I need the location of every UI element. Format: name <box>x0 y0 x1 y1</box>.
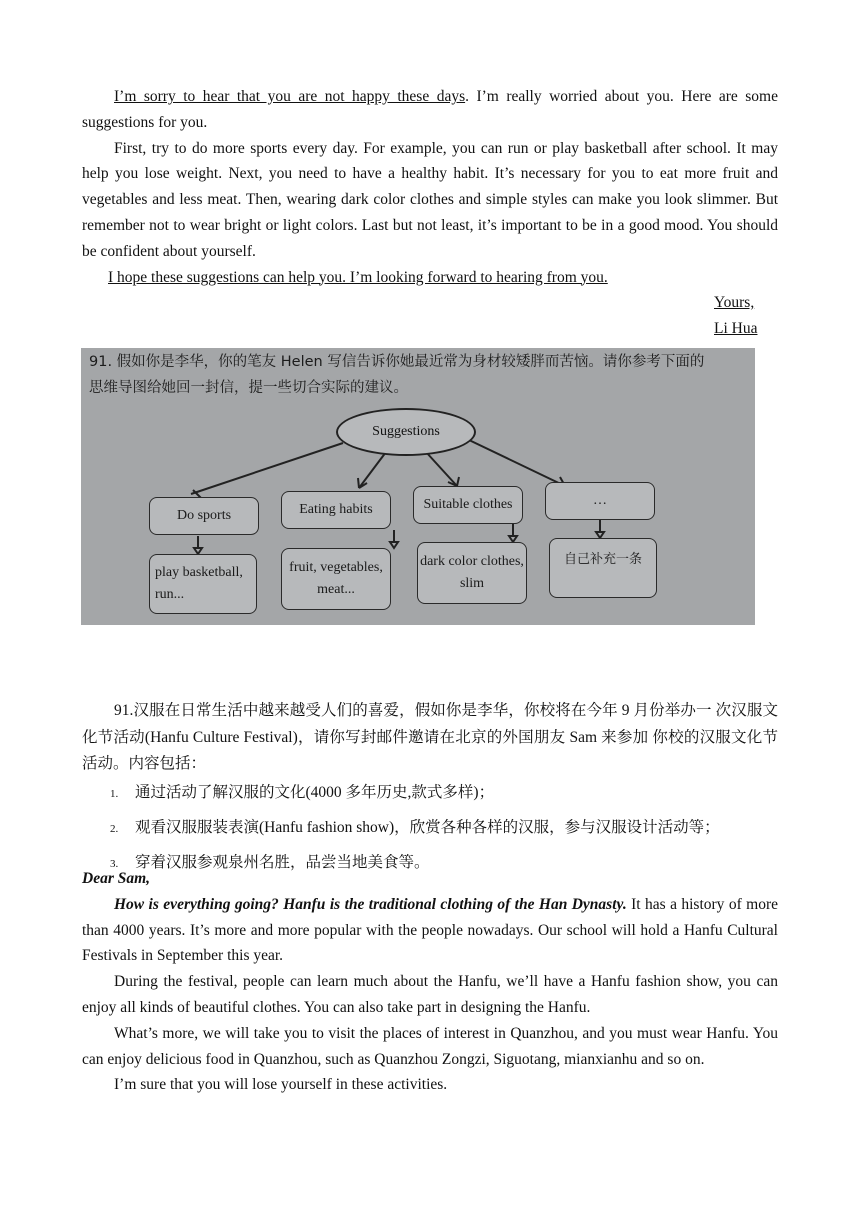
mind-map-photo <box>81 348 755 625</box>
letter-one-paragraph-1 <box>82 84 778 136</box>
do-sports-node: Do sports <box>149 497 259 535</box>
letter-one-paragraph-2: First, try to do more sports every day. For example, you can run or play basketball after school. It may help you lose weight. Next, you need to have a healthy habit. It’s necessary for you to eat more fruit and vegetables and less meat. Then, wearing dark color clothes and simple styles can make you look slimmer. But remember not to wear bright or light colors. Last but not least, it’s important to be in a good mood. You should be confident about yourself. <box>82 139 778 260</box>
eating-habits-node: Eating habits <box>281 491 391 529</box>
task-two-list <box>110 780 720 877</box>
photo-question-line-1: 91. 假如你是李华，你的笔友 Helen 写信告诉你她最近常为身材较矮胖而苦恼。请你参考下面的 <box>89 354 705 370</box>
signature-text: Li Hua <box>714 320 758 337</box>
letter-two-paragraph-1 <box>82 892 778 969</box>
letter-one-paragraph-3 <box>82 265 778 291</box>
list-item <box>110 815 720 842</box>
closing-text: Yours, <box>714 294 755 311</box>
letter-two-salutation: Dear Sam, <box>82 870 151 887</box>
letter-one-closing <box>714 290 754 316</box>
opening-rest: It has a history of more than 4000 years. It’s more and more popular with the people nowadays. Our school will hold a Hanfu Cultural Festivals in September this year. <box>82 895 779 965</box>
underlined-opening: I’m sorry to hear that you are not happy these days <box>114 88 466 105</box>
task-two-prompt <box>82 698 778 778</box>
suitable-clothes-node: Suitable clothes <box>413 486 523 524</box>
underlined-closing-line: I hope these suggestions can help you. I’m looking forward to hearing from you. <box>108 268 608 286</box>
do-sports-detail: play basketball, run... <box>149 554 257 614</box>
letter-two-paragraph-4: I’m sure that you will lose yourself in these activities. <box>114 1076 448 1094</box>
list-item <box>110 780 720 807</box>
list-item-text: 观看汉服服装表演(Hanfu fashion show)，欣赏各种各样的汉服，参与汉服设计活动等； <box>135 819 720 836</box>
list-item-text: 通过活动了解汉服的文化(4000 多年历史,款式多样)； <box>135 784 495 801</box>
photo-question-line-2: 思维导图给她回一封信，提一些切合实际的建议。 <box>89 380 408 396</box>
letter-one <box>82 84 778 290</box>
suitable-clothes-detail: dark color clothes, slim <box>417 542 527 604</box>
ellipsis-node: … <box>545 482 655 520</box>
letter-one-signature <box>714 316 757 342</box>
letter-two-paragraph-2: During the festival, people can learn much about the Hanfu, we’ll have a Hanfu fashion show, you can enjoy all kinds of beautiful clothes. You can also take part in designing the Hanfu. <box>82 973 778 1016</box>
suggestions-node: Suggestions <box>336 408 476 456</box>
self-added-detail: 自己补充一条 <box>549 538 657 598</box>
list-item-number: 1. <box>110 788 119 800</box>
task-two-intro: 91.汉服在日常生活中越来越受人们的喜爱，假如你是李华，你校将在今年 9 月份举办一 次汉服文化节活动(Hanfu Culture Festival)，请你写封邮件邀请在北京的外国朋友 Sam 来参加 你校的汉服文化节活动。内容包括： <box>82 702 778 772</box>
opening-rest: . I’m really worried about you. Here are some suggestions for you. <box>82 88 778 131</box>
letter-two <box>82 866 778 1098</box>
bold-opening: How is everything going? Hanfu is the traditional clothing of the Han Dynasty. <box>114 895 627 913</box>
list-item-text: 穿着汉服参观泉州名胜，品尝当地美食等。 <box>135 854 430 871</box>
eating-habits-detail: fruit, vegetables, meat... <box>281 548 391 610</box>
list-item-number: 2. <box>110 823 119 835</box>
list-item-number: 3. <box>110 858 119 870</box>
letter-two-paragraph-3: What’s more, we will take you to visit the places of interest in Quanzhou, and you must wear Hanfu. You can enjoy delicious food in Quanzhou, such as Quanzhou Zongzi, Siguotang, mianxianhu and so on. <box>82 1024 778 1068</box>
